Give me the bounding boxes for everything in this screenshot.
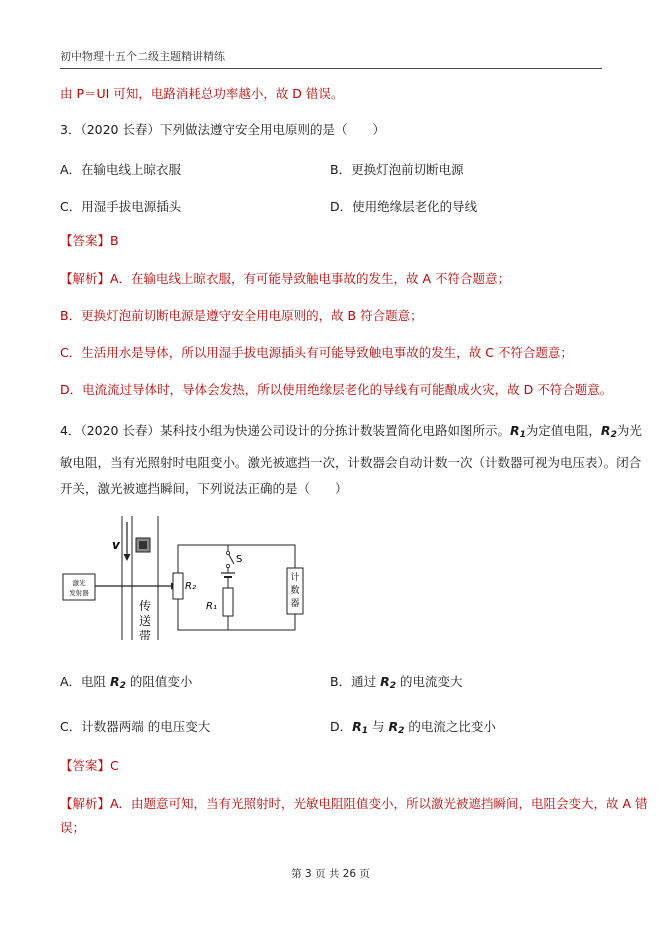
r2-label: R₂ bbox=[185, 581, 196, 592]
velocity-arrowhead bbox=[124, 554, 131, 561]
q3-explanation-a: 【解析】A．在输电线上晾衣服，有可能导致触电事故的发生，故 A 不符合题意； bbox=[60, 271, 511, 286]
laser-label-1: 激光 bbox=[72, 579, 86, 587]
laser-label-2: 发射器 bbox=[69, 589, 89, 597]
counter-char-1: 计 bbox=[290, 573, 300, 583]
prev-explanation-line: 由 P＝UI 可知，电路消耗总功率越小，故 D 错误。 bbox=[60, 86, 344, 101]
q4-option-c: C．计数器两端 的电压变大 bbox=[60, 719, 211, 734]
r1-label: R₁ bbox=[206, 601, 217, 612]
q4-option-d: D．$R_1$ 与 $R_2$ 的电流之比变小 bbox=[330, 719, 496, 736]
r1-resistor bbox=[223, 588, 233, 616]
q3-option-d: D．使用绝缘层老化的导线 bbox=[330, 199, 478, 214]
switch-label: S bbox=[236, 554, 243, 565]
package-inner bbox=[139, 541, 147, 549]
q4-stem-line1 bbox=[60, 423, 642, 443]
r2-symbol: $R_2$ bbox=[600, 423, 617, 440]
counter-char-2: 数 bbox=[290, 586, 300, 596]
velocity-label: v bbox=[112, 538, 120, 552]
q4-option-a: A．电阻 $R_2$ 的阻值变小 bbox=[60, 674, 193, 691]
q4-stem-part3: 为光 bbox=[616, 423, 642, 438]
belt-char-3: 带 bbox=[138, 629, 152, 640]
q4-explanation-line2: 误； bbox=[60, 820, 86, 835]
counter-char-3: 器 bbox=[290, 599, 300, 609]
q4-answer: 【答案】C bbox=[60, 758, 119, 773]
switch-contact-1 bbox=[226, 551, 229, 554]
q4-stem-part2: 为定值电阻， bbox=[525, 423, 601, 438]
q4-stem-part1: 4．（2020 长春）某科技小组为快递公司设计的分拣计数装置简化电路如图所示。 bbox=[60, 423, 510, 438]
belt-char-2: 送 bbox=[138, 614, 152, 628]
r2-photoresistor bbox=[173, 573, 183, 599]
q4-explanation-line1: 【解析】A．由题意可知，当有光照射时，光敏电阻阻值变小，所以激光被遮挡瞬间，电阻会变大，故 A 错 bbox=[60, 796, 648, 811]
q3-option-a: A．在输电线上晾衣服 bbox=[60, 162, 182, 177]
q3-explanation-b: B．更换灯泡前切断电源是遵守安全用电原则的，故 B 符合题意； bbox=[60, 308, 423, 323]
q3-explanation-c: C．生活用水是导体，所以用湿手拔电源插头有可能导致触电事故的发生，故 C 不符合题意； bbox=[60, 345, 573, 360]
running-header: 初中物理十五个二级主题精讲精练 bbox=[60, 50, 225, 63]
q4-stem-line3: 开关，激光被遮挡瞬间，下列说法正确的是（ ） bbox=[60, 481, 348, 496]
wire-bottom bbox=[178, 599, 295, 630]
header-rule bbox=[60, 68, 602, 69]
circuit-diagram bbox=[60, 516, 310, 640]
q4-stem-line2: 敏电阻，当有光照射时电阻变小。激光被遮挡一次，计数器会自动计数一次（计数器可视为电压表）。闭合 bbox=[60, 455, 642, 470]
q4-option-b: B．通过 $R_2$ 的电流变大 bbox=[330, 674, 463, 691]
r1-symbol: $R_1$ bbox=[510, 423, 526, 440]
q3-option-c: C．用湿手拔电源插头 bbox=[60, 199, 182, 214]
q3-stem: 3．（2020 长春）下列做法遵守安全用电原则的是（ ） bbox=[60, 122, 385, 137]
page-footer: 第 3 页 共 26 页 bbox=[291, 868, 370, 880]
q3-option-b: B．更换灯泡前切断电源 bbox=[330, 162, 464, 177]
q3-answer: 【答案】B bbox=[60, 233, 119, 248]
belt-char-1: 传 bbox=[138, 599, 152, 613]
q3-explanation-d: D．电流流过导体时，导体会发热，所以使用绝缘层老化的导线有可能酿成火灾，故 D 不符合题意。 bbox=[60, 382, 613, 397]
